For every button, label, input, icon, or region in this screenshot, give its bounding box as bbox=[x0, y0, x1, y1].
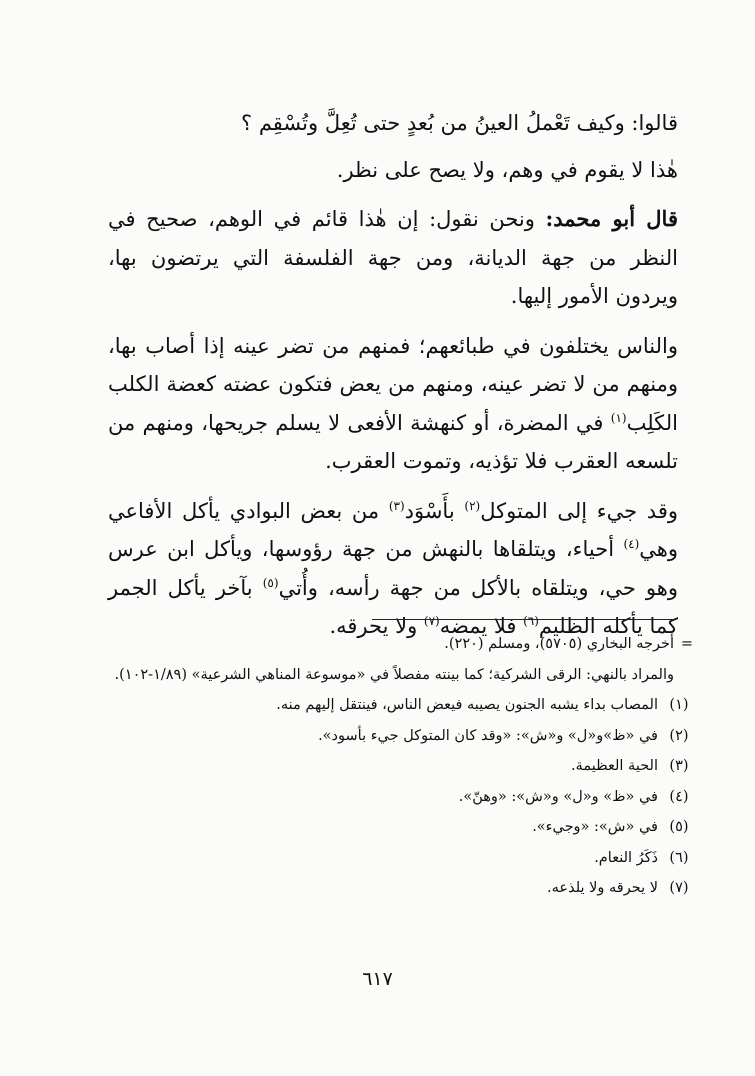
footnote-text: أخرجه البخاري (٥٧٠٥)، ومسلم (٢٢٠). bbox=[444, 636, 674, 652]
main-text bbox=[108, 104, 678, 657]
footnote-ref-4[interactable]: (٤) bbox=[623, 537, 640, 551]
footnote-ref-7[interactable]: (٧) bbox=[423, 614, 440, 628]
footnote-number: (٣) bbox=[669, 758, 689, 774]
page-number: ٦١٧ bbox=[362, 968, 393, 990]
footnote-1 bbox=[108, 693, 700, 718]
paragraph-text: ونحن نقول: إن هٰذا قائم في الوهم، صحيح في النظر من جهة الديانة، ومن جهة الفلسفة التي يرتضون بها، ويردون الأمور إليها. bbox=[108, 207, 678, 308]
footnote-4 bbox=[108, 785, 700, 810]
paragraph-3 bbox=[108, 200, 678, 316]
paragraph-text: بأَسْوَد bbox=[404, 498, 465, 523]
footnote-text: في «ش»: «وجيء». bbox=[532, 819, 658, 835]
footnote-ref-5[interactable]: (٥) bbox=[262, 575, 279, 590]
footnote-continuation bbox=[108, 632, 700, 657]
footnote-5 bbox=[108, 815, 700, 840]
footnote-text: الحية العظيمة. bbox=[570, 758, 658, 774]
paragraph-5 bbox=[108, 492, 678, 646]
paragraph-text: وقد جيء إلى المتوكل bbox=[480, 498, 679, 523]
footnote-6 bbox=[108, 846, 700, 871]
footnote-text: لا يحرقه ولا يلذعه. bbox=[547, 880, 658, 896]
paragraph-2 bbox=[108, 151, 678, 190]
paragraph-text: أحياء، ويتلقاها بالنهش من جهة رؤوسها، ويأكل ابن عرس وهو حي، ويتلقاه بالأكل من جهة رأسه، وأُتي bbox=[108, 537, 678, 600]
footnote-text: في «ظ» و«ل» و«ش»: «وهنّ». bbox=[458, 788, 658, 805]
footnote-3 bbox=[108, 754, 700, 779]
footnote-ref-2[interactable]: (٢) bbox=[464, 498, 481, 513]
footnote-number: (٥) bbox=[669, 819, 689, 835]
paragraph-1 bbox=[108, 104, 678, 143]
paragraph-text: من بعض البوادي يأكل الأفاعي وهي bbox=[108, 498, 678, 561]
footnote-text: في «ظ»و«ل» و«ش»: «وقد كان المتوكل جيء بأسود». bbox=[318, 727, 658, 744]
footnote-text: المصاب بداء يشبه الجنون يصيبه فيعض الناس، فينتقل إليهم منه. bbox=[276, 697, 658, 713]
footnote-number: (١) bbox=[669, 697, 689, 713]
footnote-number: (٤) bbox=[669, 788, 689, 805]
footnote-2 bbox=[108, 724, 700, 749]
footnote-continuation-text: والمراد بالنهي: الرقى الشركية؛ كما بينته مفصلاً في «موسوعة المناهي الشرعية» (١/٨٩-١٠٢). bbox=[114, 666, 674, 683]
paragraph-text: فلا يمضه bbox=[439, 614, 524, 638]
footnote-7 bbox=[108, 876, 700, 901]
paragraph-text: والناس يختلفون في طبائعهم؛ فمنهم من تضر عينه إذا أصاب بها، ومنهم من لا تضر عينه، ومنهم من يعض فتكون عضته كعضة الكلب الكَلِب bbox=[108, 333, 678, 435]
footnote-number: (٢) bbox=[669, 727, 689, 744]
footnote-text: ذَكَرُ النعام. bbox=[594, 849, 658, 866]
footnotes-section bbox=[108, 632, 700, 907]
paragraph-text: قالوا: وكيف تَعْملُ العينُ من بُعدٍ حتى تُعِلَّ وتُسْقِم ؟ bbox=[241, 111, 678, 135]
footnote-ref-6[interactable]: (٦) bbox=[523, 614, 539, 628]
paragraph-4 bbox=[108, 327, 678, 481]
footnote-ref-1[interactable]: (١) bbox=[610, 410, 627, 425]
speaker-lead: قال أبو محمد: bbox=[545, 206, 678, 231]
continuation-mark: = bbox=[680, 636, 694, 652]
paragraph-text: هٰذا لا يقوم في وهم، ولا يصح على نظر. bbox=[336, 157, 678, 182]
footnote-divider bbox=[372, 619, 674, 620]
footnote-number: (٦) bbox=[669, 849, 689, 866]
footnote-number: (٧) bbox=[669, 880, 689, 896]
footnote-ref-3[interactable]: (٣) bbox=[388, 498, 405, 513]
paragraph-text: بآخر يأكل الجمر كما يأكله الظليم bbox=[108, 575, 678, 638]
paragraph-text: ولا يحرقه. bbox=[329, 614, 424, 638]
paragraph-text: في المضرة، أو كنهشة الأفعى لا يسلم جريحها، ومنهم من تلسعه العقرب فلا تؤذيه، وتموت العقرب. bbox=[108, 410, 678, 473]
